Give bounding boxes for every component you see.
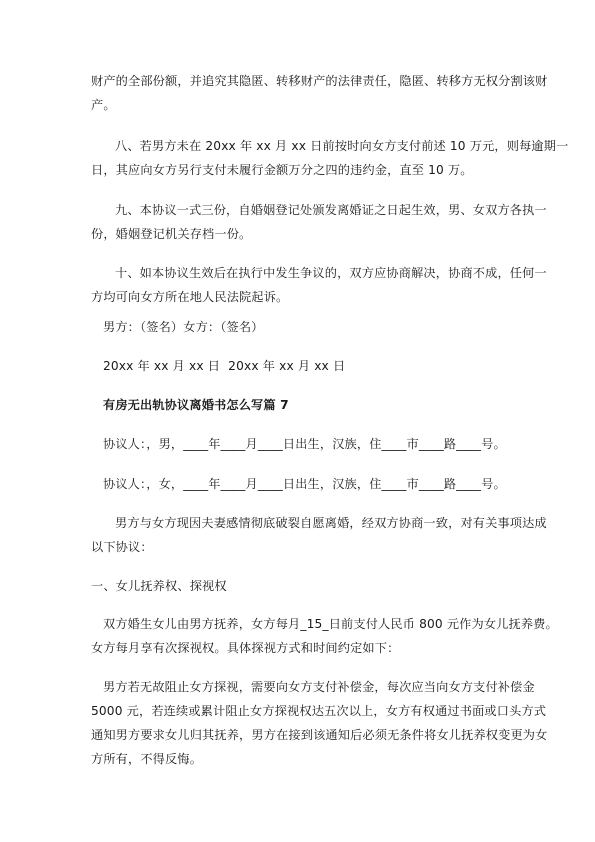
clause-10-line: 方均可向女方所在地人民法院起诉。	[91, 290, 289, 304]
subsection-heading: 一、女儿抚养权、探视权	[91, 579, 227, 593]
visitation-line: 方所有，不得反悔。	[91, 752, 203, 766]
custody-line: 双方婚生女儿由男方抚养，女方每月_15_日前支付人民币 800 元作为女儿抚养费。	[103, 617, 558, 631]
date-line: 20xx 年 xx 月 xx 日 20xx 年 xx 月 xx 日	[103, 359, 346, 373]
custody-line: 女方每月享有次探视权。具体探视方式和时间约定如下：	[91, 641, 400, 655]
clause-10-line: 十、如本协议生效后在执行中发生争议的，双方应协商解决，协商不成，任何一	[115, 266, 547, 280]
intro-line: 男方与女方现因夫妻感情彻底破裂自愿离婚，经双方协商一致，对有关事项达成	[115, 516, 547, 530]
clause-9-line: 份，婚姻登记机关存档一份。	[91, 227, 252, 241]
signature-line: 男方：（签名）女方：（签名）	[103, 320, 264, 334]
intro-line: 以下协议：	[91, 540, 153, 554]
body-text-line: 产。	[91, 98, 116, 112]
clause-9-line: 九、本协议一式三份，自婚姻登记处颁发离婚证之日起生效，男、女双方各执一	[115, 203, 547, 217]
visitation-line: 通知男方要求女儿归其抚养，男方在接到该通知后必须无条件将女儿抚养权变更为女	[91, 728, 548, 742]
section-heading: 有房无出轨协议离婚书怎么写篇 7	[103, 398, 289, 412]
visitation-line: 5000 元，若连续或累计阻止女方探视权达五次以上，女方有权通过书面或口头方式	[91, 704, 547, 718]
clause-8-line: 日，其应向女方另行支付未履行金额万分之四的违约金，直至 10 万。	[91, 163, 473, 177]
clause-8-line: 八、若男方未在 20xx 年 xx 月 xx 日前按时向女方支付前述 10 万元，则每逾期一	[115, 139, 569, 153]
visitation-line: 男方若无故阻止女方探视，需要向女方支付补偿金，每次应当向女方支付补偿金	[103, 680, 535, 694]
body-text-line: 财产的全部份额，并追究其隐匿、转移财产的法律责任，隐匿、转移方无权分割该财	[91, 74, 548, 88]
party-line-male: 协议人：，男，____年____月____日出生，汉族，住____市____路____号。	[103, 437, 506, 451]
party-line-female: 协议人：，女，____年____月____日出生，汉族，住____市____路____号。	[103, 477, 506, 491]
